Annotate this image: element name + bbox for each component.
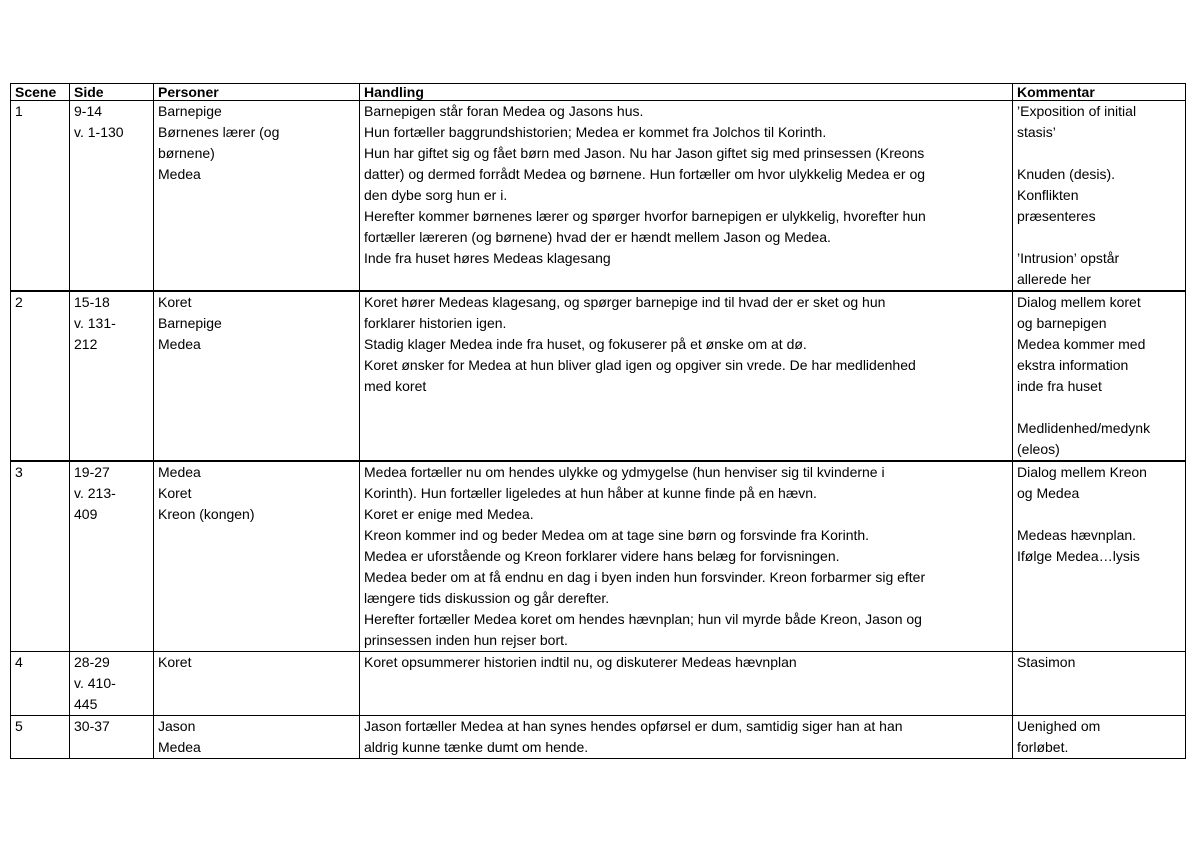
handling-line: Jason fortæller Medea at han synes hendes opførsel er dum, samtidig siger han at han [364, 718, 903, 734]
handling-line: Koret hører Medeas klagesang, og spørger barnepige ind til hvad der er sket og hun [364, 294, 886, 310]
handling-line: Herefter fortæller Medea koret om hendes hævnplan; hun vil myrde både Kreon, Jason og [364, 611, 922, 627]
kommentar-gap [1017, 397, 1181, 418]
side-line: 30-37 [74, 718, 110, 734]
table-row [11, 652, 1186, 716]
cell-personer [154, 101, 360, 292]
kommentar-line: Uenighed om [1017, 718, 1101, 734]
kommentar-line: ’Intrusion’ opstår [1017, 250, 1120, 266]
person-line: børnene) [158, 145, 215, 161]
person-line: Medea [158, 336, 201, 352]
header-personer: Personer [154, 84, 360, 101]
kommentar-line: Knuden (desis). [1017, 166, 1116, 182]
side-line: v. 131- [74, 315, 116, 331]
header-handling: Handling [360, 84, 1013, 101]
table-row [11, 101, 1186, 292]
handling-line: Medea er uforstående og Kreon forklarer videre hans belæg for forvisningen. [364, 548, 840, 564]
side-line: 28-29 [74, 654, 110, 670]
kommentar-line: Medeas hævnplan. [1017, 527, 1137, 543]
side-line: 19-27 [74, 464, 110, 480]
scene-number: 1 [15, 103, 23, 119]
kommentar-line: og Medea [1017, 485, 1080, 501]
kommentar-line: ekstra information [1017, 357, 1129, 373]
cell-scene [11, 101, 70, 292]
table-row [11, 461, 1186, 652]
cell-scene [11, 716, 70, 759]
cell-side [70, 101, 154, 292]
table-header [11, 84, 1186, 101]
cell-side [70, 461, 154, 652]
cell-side [70, 652, 154, 716]
handling-line: Medea beder om at få endnu en dag i byen inden hun forsvinder. Kreon forbarmer sig efter [364, 569, 926, 585]
handling-line: datter) og dermed forrådt Medea og børnene. Hun fortæller om hvor ulykkelig Medea er og [364, 166, 926, 182]
handling-line: Herefter kommer børnenes lærer og spørger hvorfor barnepigen er ulykkelig, hvorefter hun [364, 208, 926, 224]
person-line: Barnepige [158, 103, 222, 119]
side-line: 9-14 [74, 103, 103, 119]
cell-scene [11, 652, 70, 716]
side-line: 15-18 [74, 294, 110, 310]
kommentar-line: Konflikten [1017, 187, 1079, 203]
handling-line: Barnepigen står foran Medea og Jasons hus. [364, 103, 644, 119]
scene-number: 3 [15, 464, 23, 480]
cell-kommentar [1013, 461, 1186, 652]
kommentar-line: Medlidenhed/medynk [1017, 420, 1151, 436]
person-line: Kreon (kongen) [158, 506, 255, 522]
handling-line: Koret ønsker for Medea at hun bliver glad igen og opgiver sin vrede. De har medlidenhed [364, 357, 916, 373]
person-line: Jason [158, 718, 196, 734]
cell-side [70, 291, 154, 461]
handling-line: Koret er enige med Medea. [364, 506, 534, 522]
cell-kommentar [1013, 101, 1186, 292]
kommentar-line: Stasimon [1017, 654, 1076, 670]
handling-line: aldrig kunne tænke dumt om hende. [364, 739, 589, 755]
handling-line: den dybe sorg hun er i. [364, 187, 508, 203]
handling-line: Korinth). Hun fortæller ligeledes at hun håber at kunne finde på en hævn. [364, 485, 817, 501]
person-line: Koret [158, 485, 192, 501]
cell-kommentar [1013, 652, 1186, 716]
cell-kommentar [1013, 716, 1186, 759]
side-line: 445 [74, 696, 98, 712]
kommentar-line: allerede her [1017, 271, 1091, 287]
scene-number: 4 [15, 654, 23, 670]
scene-table [10, 83, 1186, 759]
header-side: Side [70, 84, 154, 101]
person-line: Børnenes lærer (og [158, 124, 280, 140]
person-line: Medea [158, 166, 201, 182]
kommentar-line: Dialog mellem koret [1017, 294, 1141, 310]
person-line: Koret [158, 654, 192, 670]
header-kommentar: Kommentar [1013, 84, 1186, 101]
kommentar-line: Medea kommer med [1017, 336, 1146, 352]
handling-line: fortæller læreren (og børnene) hvad der er hændt mellem Jason og Medea. [364, 229, 831, 245]
kommentar-line: forløbet. [1017, 739, 1069, 755]
cell-scene [11, 291, 70, 461]
handling-line: længere tids diskussion og går derefter. [364, 590, 610, 606]
side-line: 212 [74, 336, 98, 352]
person-line: Koret [158, 294, 192, 310]
handling-line: Stadig klager Medea inde fra huset, og fokuserer på et ønske om at dø. [364, 336, 807, 352]
cell-side [70, 716, 154, 759]
handling-line: med koret [364, 378, 427, 394]
kommentar-gap [1017, 227, 1181, 248]
handling-line: Hun fortæller baggrundshistorien; Medea er kommet fra Jolchos til Korinth. [364, 124, 827, 140]
handling-line: prinsessen inden hun rejser bort. [364, 632, 568, 648]
handling-line: Koret opsummerer historien indtil nu, og diskuterer Medeas hævnplan [364, 654, 797, 670]
kommentar-line: stasis’ [1017, 124, 1056, 140]
side-line: v. 1-130 [74, 124, 124, 140]
table-row [11, 716, 1186, 759]
handling-line: forklarer historien igen. [364, 315, 507, 331]
kommentar-line: præsenteres [1017, 208, 1096, 224]
side-line: v. 410- [74, 675, 116, 691]
handling-line: Kreon kommer ind og beder Medea om at tage sine børn og forsvinde fra Korinth. [364, 527, 870, 543]
person-line: Medea [158, 739, 201, 755]
kommentar-gap [1017, 504, 1181, 525]
kommentar-line: inde fra huset [1017, 378, 1102, 394]
cell-handling [360, 652, 1013, 716]
handling-line: Hun har giftet sig og fået børn med Jason. Nu har Jason giftet sig med prinsessen (Kreons [364, 145, 925, 161]
handling-line: Inde fra huset høres Medeas klagesang [364, 250, 611, 266]
cell-handling [360, 716, 1013, 759]
cell-personer [154, 461, 360, 652]
cell-personer [154, 291, 360, 461]
header-scene: Scene [11, 84, 70, 101]
side-line: v. 213- [74, 485, 116, 501]
cell-scene [11, 461, 70, 652]
kommentar-line: (eleos) [1017, 441, 1060, 457]
kommentar-line: Dialog mellem Kreon [1017, 464, 1147, 480]
header-row [11, 84, 1186, 101]
kommentar-line: og barnepigen [1017, 315, 1107, 331]
kommentar-line: Ifølge Medea…lysis [1017, 548, 1140, 564]
side-line: 409 [74, 506, 98, 522]
table-body [11, 101, 1186, 759]
cell-personer [154, 716, 360, 759]
cell-handling [360, 461, 1013, 652]
person-line: Medea [158, 464, 201, 480]
cell-kommentar [1013, 291, 1186, 461]
cell-handling [360, 101, 1013, 292]
cell-personer [154, 652, 360, 716]
scene-number: 2 [15, 294, 23, 310]
handling-line: Medea fortæller nu om hendes ulykke og ydmygelse (hun henviser sig til kvinderne i [364, 464, 885, 480]
kommentar-gap [1017, 143, 1181, 164]
scene-number: 5 [15, 718, 23, 734]
table-row [11, 291, 1186, 461]
person-line: Barnepige [158, 315, 222, 331]
cell-handling [360, 291, 1013, 461]
kommentar-line: ’Exposition of initial [1017, 103, 1137, 119]
